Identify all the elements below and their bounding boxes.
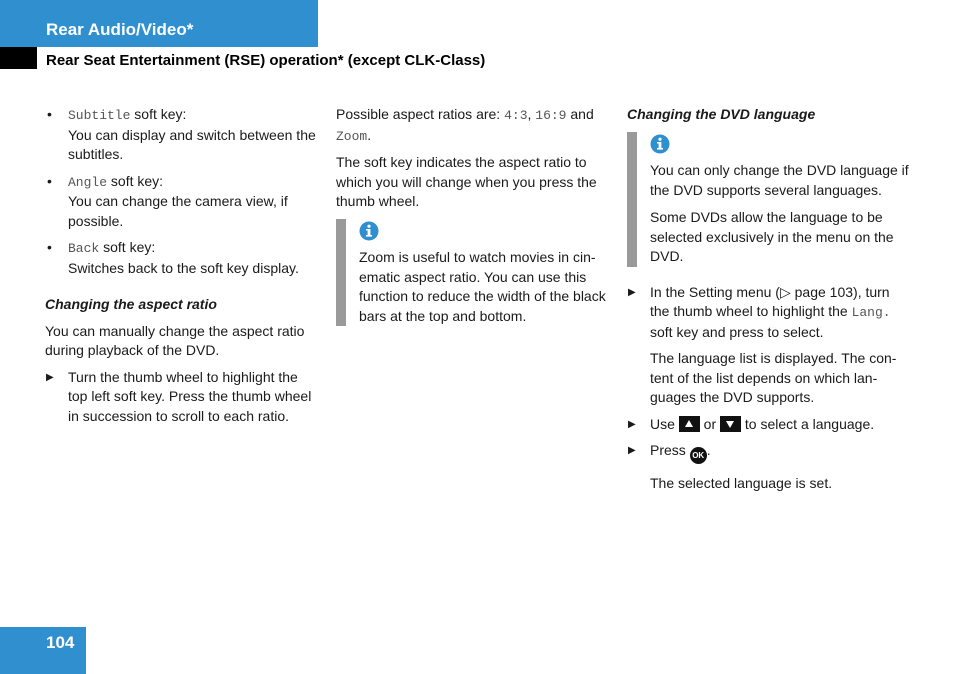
aspect-ratios-paragraph	[336, 105, 612, 146]
column-1	[45, 105, 321, 433]
ratios-prefix: Possible aspect ratios are:	[336, 106, 505, 122]
info-text: Zoom is useful to watch movies in cin-ematic aspect ratio. You can use this function to reduce the width of the black bars at the top and bottom.	[359, 249, 606, 324]
aspect-ratio-heading: Changing the aspect ratio	[45, 296, 217, 312]
up-arrow-key-icon	[679, 416, 700, 432]
info-icon	[650, 134, 670, 154]
instruction-step	[627, 441, 909, 464]
conjunction: and	[566, 106, 594, 122]
step-text: Press	[650, 442, 690, 458]
info-bar	[336, 219, 346, 327]
info-icon	[359, 221, 379, 241]
softkey-name: Lang.	[851, 305, 891, 320]
softkey-label: soft key:	[130, 106, 187, 122]
dvd-language-heading: Changing the DVD language	[627, 106, 816, 122]
ratio-4-3: 4:3	[504, 108, 528, 123]
column-3	[627, 105, 909, 501]
step-text: Use	[650, 415, 679, 432]
page-number: 104	[46, 633, 75, 652]
down-arrow-key-icon	[720, 416, 741, 432]
period: .	[367, 126, 372, 143]
step-text: Turn the thumb wheel to highlight the top left soft key. Press the thumb wheel in succession to scroll to each ratio.	[68, 368, 312, 424]
ok-button-icon: OK	[690, 447, 707, 464]
softkey-label: soft key:	[99, 239, 156, 255]
chapter-marker	[0, 47, 37, 69]
step-text: to select a language.	[741, 415, 875, 432]
list-item	[45, 105, 321, 165]
page-reference: ▷ page 103	[779, 283, 854, 300]
section-title: Rear Audio/Video*	[46, 20, 194, 39]
softkey-description: You can display and switch between the subtitles.	[68, 126, 316, 162]
softkey-name: Angle	[68, 174, 108, 190]
softkey-name: Back	[68, 241, 100, 256]
bullet-dot: •	[47, 172, 52, 189]
ratio-16-9: 16:9	[535, 108, 567, 123]
separator: ,	[527, 106, 536, 122]
result-paragraph: The selected language is set.	[650, 475, 833, 491]
aspect-ratio-paragraph: You can manually change the aspect ratio during playback of the DVD.	[45, 322, 305, 358]
info-text-2: Some DVDs allow the language to be selected exclusively in the menu on the DVD.	[650, 209, 894, 264]
column-2	[336, 105, 612, 336]
chapter-title: Rear Seat Entertainment (RSE) operation* (except CLK-Class)	[46, 52, 486, 69]
triangle-right-icon: ▶	[46, 371, 54, 383]
softkey-description: Switches back to the soft key display.	[68, 259, 299, 276]
page-number-tab	[0, 627, 86, 674]
section-tab	[0, 0, 318, 47]
step-text: In the Setting menu (	[650, 283, 780, 300]
step-text: soft key and press to select.	[650, 323, 824, 340]
step-text: .	[706, 442, 711, 458]
softkey-paragraph: The soft key indicates the aspect ratio to which you will change when you press the thumb wheel.	[336, 154, 597, 209]
softkey-name: Subtitle	[68, 108, 131, 123]
triangle-right-icon: ▶	[628, 418, 636, 430]
step-text: or	[699, 415, 721, 432]
bullet-dot: •	[47, 106, 52, 122]
step-text: ), turn the thumb wheel to highlight the	[650, 283, 890, 319]
list-item	[45, 172, 321, 232]
ratio-zoom: Zoom	[336, 128, 368, 144]
softkey-description: You can change the camera view, if possible.	[68, 193, 288, 229]
triangle-right-icon: ▶	[628, 286, 636, 298]
info-box	[336, 219, 612, 327]
softkey-label: soft key:	[107, 172, 164, 189]
instruction-step	[627, 415, 909, 435]
language-list-paragraph: The language list is displayed. The con-tent of the list depends on which lan-guages the DVD supports.	[650, 350, 897, 405]
triangle-right-icon: ▶	[628, 445, 636, 456]
instruction-step	[627, 283, 909, 343]
info-box	[627, 132, 909, 267]
list-item	[45, 238, 321, 278]
info-text-1: You can only change the DVD language if the DVD supports several languages.	[650, 162, 909, 198]
info-bar	[627, 132, 637, 267]
bullet-dot: •	[47, 239, 52, 255]
instruction-step	[45, 368, 321, 427]
